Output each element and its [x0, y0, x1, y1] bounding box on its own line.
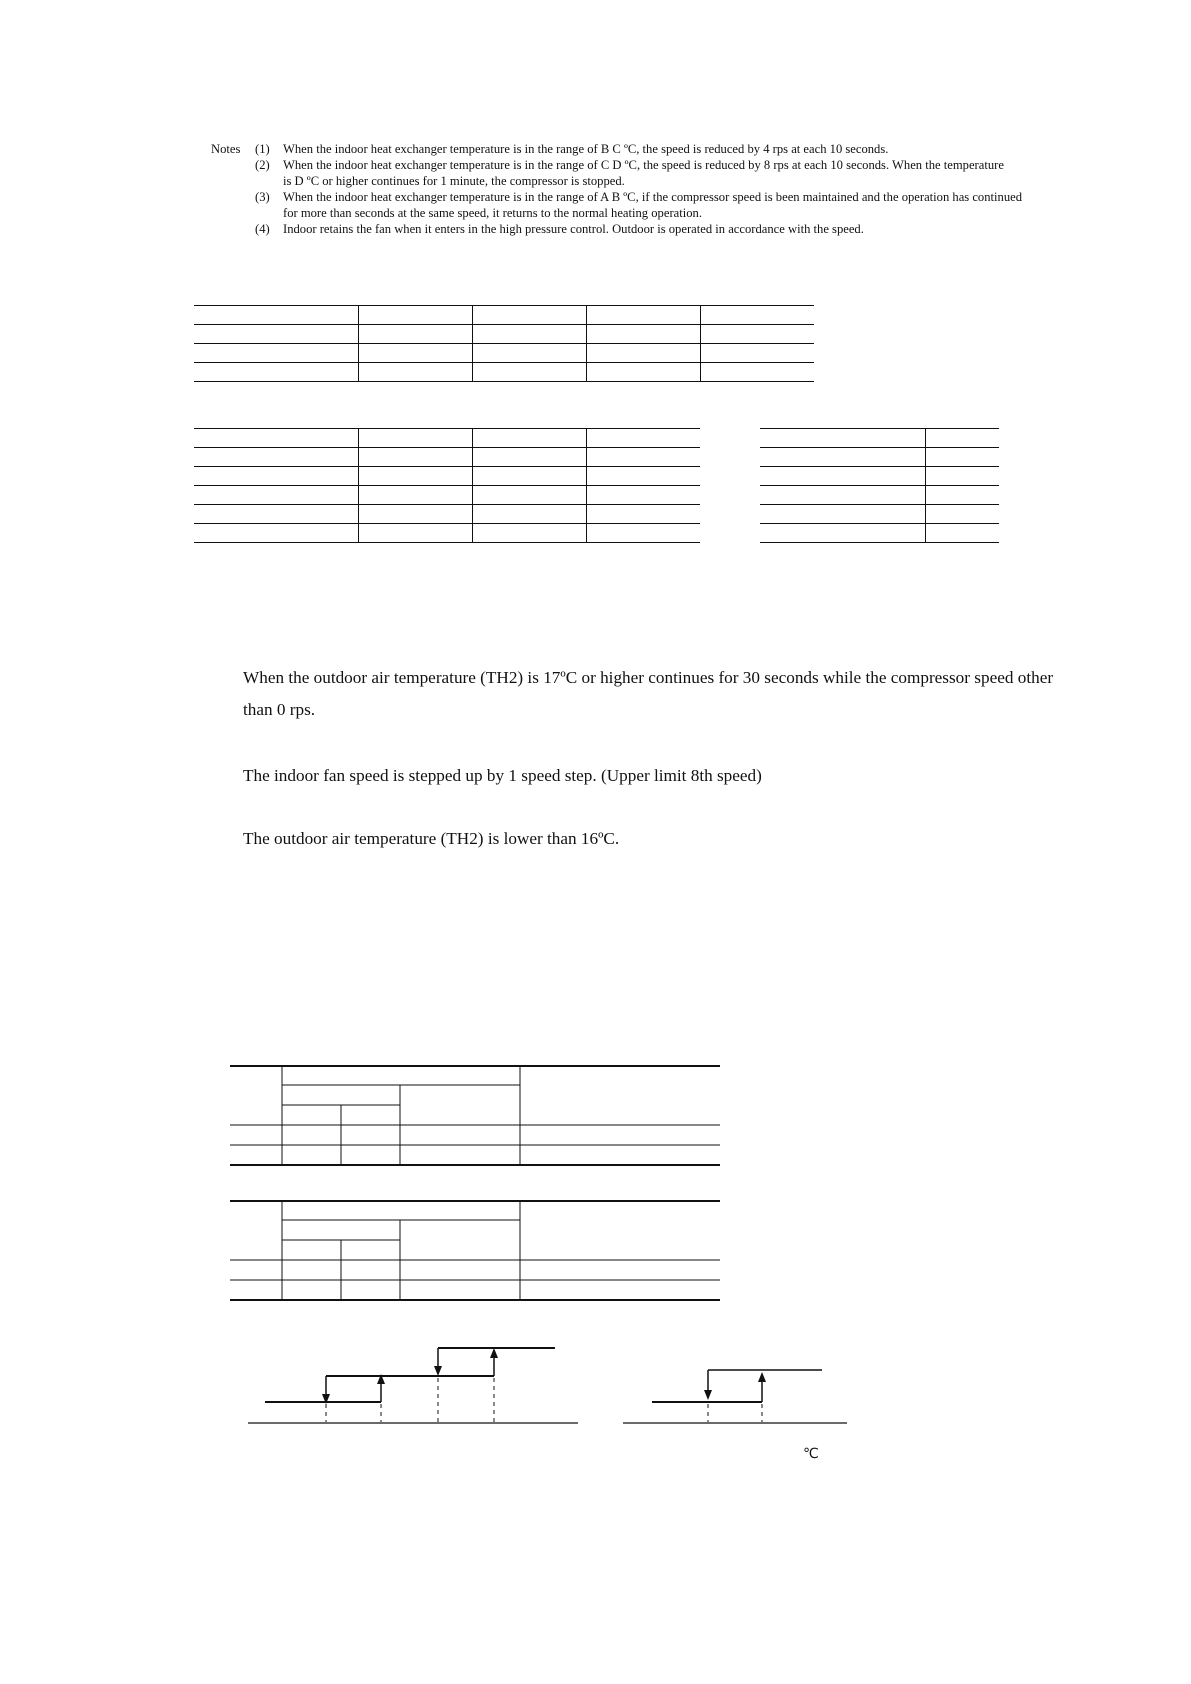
table-row — [760, 486, 999, 505]
table-row — [194, 344, 814, 363]
note-text: Indoor retains the fan when it enters in the high pressure control. Outdoor is operated in accordance with the speed. — [283, 222, 864, 236]
arrow-down-icon — [434, 1366, 442, 1376]
note-text: When the indoor heat exchanger temperature is in the range of B C ºC, the speed is reduced by 4 rps at each 10 seconds. — [283, 142, 889, 156]
table-row — [760, 467, 999, 486]
control-content-text: The indoor fan speed is stepped up by 1 speed step. (Upper limit 8th speed) — [243, 766, 762, 785]
note-text-continued: is D ºC or higher continues for 1 minute, the compressor is stopped. — [283, 174, 625, 188]
note-text: When the indoor heat exchanger temperature is in the range of C D ºC, the speed is reduced by 8 rps at each 10 seconds. When the temperature — [283, 158, 1004, 172]
note-number: (2) — [255, 158, 270, 172]
table-row — [194, 325, 814, 344]
fan-speed-table-b — [228, 1199, 722, 1303]
step-control-diagram-left — [245, 1336, 585, 1426]
arrow-down-icon — [704, 1390, 712, 1400]
table-row — [194, 524, 700, 543]
table-row — [194, 505, 700, 524]
arrow-up-icon — [490, 1348, 498, 1358]
outdoor-temp-diagram-right — [622, 1356, 850, 1426]
note-number: (3) — [255, 190, 270, 204]
table-row — [194, 306, 814, 325]
arrow-up-icon — [758, 1372, 766, 1382]
end-condition-text: The outdoor air temperature (TH2) is lower than 16ºC. — [243, 829, 620, 848]
table-row — [194, 448, 700, 467]
speed-table-1 — [194, 305, 814, 382]
table-row — [760, 429, 999, 448]
note-number: (4) — [255, 222, 270, 236]
seconds-table-3 — [760, 428, 999, 543]
start-condition-text-continued: than 0 rps. — [243, 700, 316, 719]
table-row — [760, 448, 999, 467]
table-row — [760, 505, 999, 524]
table-row — [760, 524, 999, 543]
note-text: When the indoor heat exchanger temperature is in the range of A B ºC, if the compressor speed is been maintained and the operation has continued — [283, 190, 1023, 204]
note-text-continued: for more than seconds at the same speed, it returns to the normal heating operation. — [283, 206, 702, 220]
table-row — [194, 429, 700, 448]
table-row — [194, 363, 814, 382]
table-row — [194, 486, 700, 505]
temperature-table-2 — [194, 428, 700, 543]
table-row — [194, 467, 700, 486]
start-condition-text: When the outdoor air temperature (TH2) is 17ºC or higher continues for 30 seconds while the compressor speed other — [243, 668, 1054, 687]
note-number: (1) — [255, 142, 270, 156]
temperature-unit-label: ℃ — [803, 1446, 819, 1462]
notes-label: Notes — [211, 142, 241, 156]
fan-speed-table-a — [228, 1064, 722, 1168]
